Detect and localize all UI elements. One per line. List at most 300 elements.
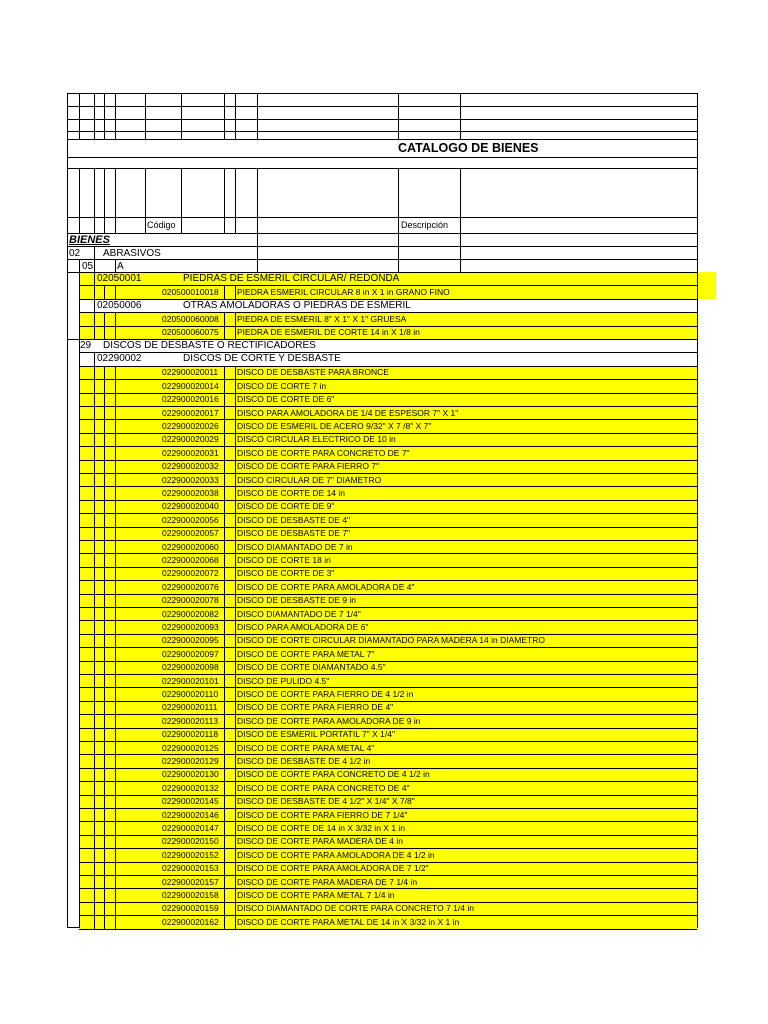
grid-line bbox=[67, 93, 68, 928]
grid-line bbox=[115, 527, 116, 540]
grid-line bbox=[460, 93, 461, 139]
item-description: PIEDRA ESMERIL CIRCULAR 8 in X 1 in GRANO FINO bbox=[237, 286, 450, 297]
grid-line bbox=[104, 634, 105, 647]
grid-line bbox=[224, 527, 225, 540]
grid-line bbox=[235, 527, 236, 540]
grid-line bbox=[67, 168, 698, 169]
grid-line bbox=[94, 594, 95, 607]
grid-line bbox=[67, 259, 698, 260]
grid-line bbox=[235, 848, 236, 861]
level1b-name: DISCOS DE DESBASTE O RECTIFICADORES bbox=[103, 340, 316, 351]
item-description: DISCO DE CORTE PARA AMOLADORA DE 7 1/2" bbox=[237, 863, 429, 874]
grid-line bbox=[224, 473, 225, 486]
item-code: 022900020057 bbox=[162, 528, 219, 539]
grid-line bbox=[94, 312, 95, 325]
item-description: DISCO PARA AMOLADORA DE 1/4 DE ESPESOR 7" X 1" bbox=[237, 407, 459, 418]
grid-line bbox=[94, 580, 95, 593]
grid-line bbox=[224, 419, 225, 432]
grid-line bbox=[104, 553, 105, 566]
grid-line bbox=[115, 553, 116, 566]
item-code: 022900020093 bbox=[162, 621, 219, 632]
grid-line bbox=[235, 902, 236, 915]
grid-line bbox=[115, 473, 116, 486]
grid-line bbox=[115, 500, 116, 513]
grid-line bbox=[115, 634, 116, 647]
item-description: DISCO DE CORTE PARA METAL 7 1/4 in bbox=[237, 889, 395, 900]
grid-line bbox=[67, 139, 698, 140]
grid-line bbox=[224, 567, 225, 580]
grid-line bbox=[115, 741, 116, 754]
grid-line bbox=[94, 419, 95, 432]
grid-line bbox=[224, 607, 225, 620]
item-description: DISCO DIAMANTADO DE CORTE PARA CONCRETO 7 1/4 in bbox=[237, 903, 474, 914]
item-description: DISCO CIRCULAR DE 7" DIAMETRO bbox=[237, 474, 382, 485]
grid-line bbox=[104, 460, 105, 473]
grid-line bbox=[94, 674, 95, 687]
item-description: DISCO DE DESBASTE DE 7" bbox=[237, 528, 351, 539]
item-description: DISCO PARA AMOLADORA DE 6" bbox=[237, 621, 369, 632]
item-code: 022900020118 bbox=[162, 729, 219, 740]
grid-line bbox=[104, 446, 105, 459]
grid-line bbox=[104, 312, 105, 325]
item-description: DISCO DE CORTE CIRCULAR DIAMANTADO PARA MADERA 14 in DIAMETRO bbox=[237, 635, 545, 646]
grid-line bbox=[235, 312, 236, 325]
grid-line bbox=[94, 754, 95, 767]
grid-line bbox=[115, 754, 116, 767]
group-name: OTRAS AMOLADORAS O PIEDRAS DE ESMERIL bbox=[183, 299, 411, 311]
item-code: 022900020026 bbox=[162, 420, 219, 431]
grid-line bbox=[235, 486, 236, 499]
group-code: 02050001 bbox=[97, 273, 142, 284]
grid-line bbox=[94, 808, 95, 821]
grid-line bbox=[235, 888, 236, 901]
grid-line bbox=[79, 607, 697, 608]
grid-line bbox=[67, 217, 698, 218]
grid-line bbox=[104, 875, 105, 888]
grid-line bbox=[235, 862, 236, 875]
grid-line bbox=[235, 406, 236, 419]
grid-line bbox=[235, 728, 236, 741]
item-description: DISCO DE DESBASTE DE 4 1/2 in bbox=[237, 755, 371, 766]
grid-line bbox=[115, 93, 116, 139]
grid-line bbox=[257, 233, 258, 246]
item-code: 022900020060 bbox=[162, 541, 219, 552]
grid-line bbox=[79, 741, 697, 742]
item-code: 022900020101 bbox=[162, 675, 219, 686]
grid-line bbox=[94, 741, 95, 754]
grid-line bbox=[115, 875, 116, 888]
grid-line bbox=[235, 701, 236, 714]
grid-line bbox=[697, 93, 698, 928]
grid-line bbox=[235, 661, 236, 674]
grid-line bbox=[67, 106, 698, 107]
group-name: PIEDRAS DE ESMERIL CIRCULAR/ REDONDA bbox=[183, 273, 400, 284]
group-code: 02050006 bbox=[97, 299, 142, 311]
item-description: DISCO DE CORTE DE 14 in X 3/32 in X 1 in bbox=[237, 822, 406, 833]
grid-line bbox=[235, 540, 236, 553]
grid-line bbox=[224, 875, 225, 888]
grid-line bbox=[257, 93, 258, 139]
item-code: 022900020159 bbox=[162, 903, 219, 914]
item-code: 020500060008 bbox=[162, 313, 219, 324]
grid-line bbox=[104, 808, 105, 821]
item-description: DISCO DE CORTE DE 14 in bbox=[237, 487, 346, 498]
item-description: DISCO DE CORTE 18 in bbox=[237, 554, 331, 565]
grid-line bbox=[115, 460, 116, 473]
grid-line bbox=[94, 379, 95, 392]
grid-line bbox=[94, 607, 95, 620]
grid-line bbox=[235, 473, 236, 486]
item-code: 022900020017 bbox=[162, 407, 219, 418]
grid-line bbox=[224, 433, 225, 446]
level2-code: 05 bbox=[82, 261, 94, 272]
code-column-header: Código bbox=[147, 220, 176, 230]
grid-line bbox=[94, 366, 95, 379]
grid-line bbox=[79, 875, 697, 876]
item-code: 022900020111 bbox=[162, 702, 218, 713]
grid-line bbox=[67, 246, 698, 247]
page-title: CATALOGO DE BIENES bbox=[398, 141, 539, 155]
grid-line bbox=[104, 714, 105, 727]
grid-line bbox=[94, 862, 95, 875]
group-name: DISCOS DE CORTE Y DESBASTE bbox=[183, 353, 341, 365]
grid-line bbox=[67, 233, 698, 234]
grid-line bbox=[115, 406, 116, 419]
item-code: 022900020145 bbox=[162, 796, 219, 807]
item-description: DISCO DE CORTE PARA METAL 7" bbox=[237, 648, 375, 659]
grid-line bbox=[94, 620, 95, 633]
grid-line bbox=[235, 419, 236, 432]
grid-line bbox=[235, 781, 236, 794]
item-description: DISCO DE ESMERIL DE ACERO 9/32" X 7 /8" X 7" bbox=[237, 420, 432, 431]
grid-line bbox=[104, 540, 105, 553]
item-code: 022900020113 bbox=[162, 715, 219, 726]
grid-line bbox=[104, 326, 105, 339]
grid-line bbox=[224, 285, 225, 298]
grid-line bbox=[104, 848, 105, 861]
grid-line bbox=[224, 768, 225, 781]
grid-line bbox=[224, 326, 225, 339]
grid-line bbox=[79, 473, 697, 474]
item-code: 022900020095 bbox=[162, 635, 219, 646]
grid-line bbox=[145, 168, 146, 233]
item-code: 022900020130 bbox=[162, 769, 219, 780]
grid-line bbox=[235, 714, 236, 727]
grid-line bbox=[235, 634, 236, 647]
grid-line bbox=[94, 500, 95, 513]
item-code: 020500060075 bbox=[162, 327, 219, 338]
grid-line bbox=[104, 647, 105, 660]
item-code: 022900020032 bbox=[162, 461, 219, 472]
grid-line bbox=[235, 326, 236, 339]
grid-line bbox=[115, 701, 116, 714]
item-code: 022900020068 bbox=[162, 554, 219, 565]
level2-letter: A bbox=[117, 261, 124, 272]
grid-line bbox=[104, 620, 105, 633]
grid-line bbox=[115, 326, 116, 339]
grid-line bbox=[224, 500, 225, 513]
grid-line bbox=[235, 795, 236, 808]
grid-line bbox=[79, 352, 697, 353]
grid-line bbox=[104, 567, 105, 580]
grid-line bbox=[235, 393, 236, 406]
grid-line bbox=[235, 500, 236, 513]
grid-line bbox=[104, 607, 105, 620]
grid-line bbox=[235, 620, 236, 633]
grid-line bbox=[94, 433, 95, 446]
grid-line bbox=[224, 728, 225, 741]
grid-line bbox=[115, 714, 116, 727]
grid-line bbox=[104, 902, 105, 915]
grid-line bbox=[235, 567, 236, 580]
grid-line bbox=[94, 527, 95, 540]
grid-line bbox=[104, 406, 105, 419]
grid-line bbox=[115, 915, 116, 928]
grid-line bbox=[104, 379, 105, 392]
grid-line bbox=[398, 93, 399, 139]
grid-line bbox=[235, 647, 236, 660]
item-code: 022900020098 bbox=[162, 662, 219, 673]
item-description: DISCO DE CORTE PARA MADERA DE 4 in bbox=[237, 836, 403, 847]
item-code: 022900020033 bbox=[162, 474, 219, 485]
grid-line bbox=[94, 460, 95, 473]
grid-line bbox=[104, 674, 105, 687]
grid-line bbox=[224, 915, 225, 928]
grid-line bbox=[94, 888, 95, 901]
grid-line bbox=[224, 848, 225, 861]
grid-line bbox=[235, 754, 236, 767]
grid-line bbox=[115, 902, 116, 915]
grid-line bbox=[79, 929, 697, 930]
grid-line bbox=[94, 728, 95, 741]
item-description: DISCO DE DESBASTE PARA BRONCE bbox=[237, 367, 389, 378]
grid-line bbox=[94, 821, 95, 834]
grid-line bbox=[224, 379, 225, 392]
grid-line bbox=[104, 419, 105, 432]
grid-line bbox=[104, 473, 105, 486]
grid-line bbox=[224, 754, 225, 767]
grid-line bbox=[235, 553, 236, 566]
grid-line bbox=[104, 687, 105, 700]
grid-line bbox=[104, 433, 105, 446]
grid-line bbox=[398, 168, 399, 233]
grid-line bbox=[115, 607, 116, 620]
grid-line bbox=[224, 93, 225, 139]
grid-line bbox=[94, 393, 95, 406]
item-description: DISCO DE CORTE PARA FIERRO DE 4 1/2 in bbox=[237, 688, 414, 699]
item-code: 022900020125 bbox=[162, 742, 219, 753]
grid-line bbox=[115, 862, 116, 875]
grid-line bbox=[224, 902, 225, 915]
grid-line bbox=[235, 594, 236, 607]
item-code: 022900020129 bbox=[162, 755, 219, 766]
item-code: 022900020146 bbox=[162, 809, 219, 820]
grid-line bbox=[115, 312, 116, 325]
item-code: 022900020152 bbox=[162, 849, 219, 860]
grid-line bbox=[94, 701, 95, 714]
grid-line bbox=[115, 594, 116, 607]
grid-line bbox=[224, 460, 225, 473]
grid-line bbox=[104, 594, 105, 607]
item-code: 022900020056 bbox=[162, 514, 219, 525]
grid-line bbox=[115, 661, 116, 674]
item-description: DISCO CIRCULAR ELECTRICO DE 10 in bbox=[237, 434, 396, 445]
grid-line bbox=[224, 795, 225, 808]
grid-line bbox=[104, 93, 105, 139]
grid-line bbox=[94, 634, 95, 647]
item-code: 022900020153 bbox=[162, 863, 219, 874]
grid-line bbox=[224, 634, 225, 647]
grid-line bbox=[224, 674, 225, 687]
item-code: 022900020011 bbox=[162, 367, 219, 378]
grid-line bbox=[115, 888, 116, 901]
grid-line bbox=[224, 594, 225, 607]
grid-line bbox=[224, 821, 225, 834]
grid-line bbox=[224, 366, 225, 379]
grid-line bbox=[224, 620, 225, 633]
item-description: DISCO DE CORTE PARA AMOLADORA DE 9 in bbox=[237, 715, 421, 726]
item-code: 022900020029 bbox=[162, 434, 219, 445]
item-code: 022900020038 bbox=[162, 487, 219, 498]
grid-line bbox=[235, 433, 236, 446]
grid-line bbox=[115, 366, 116, 379]
item-code: 022900020072 bbox=[162, 568, 219, 579]
grid-line bbox=[94, 902, 95, 915]
item-code: 022900020147 bbox=[162, 822, 219, 833]
grid-line bbox=[94, 553, 95, 566]
item-description: DISCO DE PULIDO 4.5" bbox=[237, 675, 330, 686]
item-code: 022900020040 bbox=[162, 501, 219, 512]
item-code: 022900020132 bbox=[162, 782, 219, 793]
grid-line bbox=[79, 808, 697, 809]
grid-line bbox=[104, 701, 105, 714]
grid-line bbox=[235, 379, 236, 392]
grid-line bbox=[104, 366, 105, 379]
grid-line bbox=[94, 875, 95, 888]
grid-line bbox=[94, 768, 95, 781]
item-description: DISCO DE CORTE 7 in bbox=[237, 380, 327, 391]
grid-line bbox=[115, 168, 116, 233]
grid-line bbox=[94, 246, 95, 272]
grid-line bbox=[224, 862, 225, 875]
item-description: DISCO DIAMANTADO DE 7 in bbox=[237, 541, 353, 552]
item-description: DISCO DIAMANTADO DE 7 1/4" bbox=[237, 608, 361, 619]
grid-line bbox=[115, 848, 116, 861]
grid-line bbox=[94, 513, 95, 526]
item-code: 022900020076 bbox=[162, 581, 219, 592]
item-description: DISCO DE CORTE PARA FIERRO 7" bbox=[237, 461, 380, 472]
grid-line bbox=[104, 168, 105, 233]
item-description: DISCO DE CORTE PARA CONCRETO DE 4 1/2 in bbox=[237, 769, 430, 780]
item-code: 022900020014 bbox=[162, 380, 219, 391]
grid-line bbox=[235, 687, 236, 700]
grid-line bbox=[115, 808, 116, 821]
grid-line bbox=[115, 540, 116, 553]
grid-line bbox=[115, 781, 116, 794]
grid-line bbox=[104, 754, 105, 767]
grid-line bbox=[94, 285, 95, 298]
grid-line bbox=[67, 119, 698, 120]
grid-line bbox=[115, 393, 116, 406]
grid-line bbox=[104, 862, 105, 875]
grid-line bbox=[224, 446, 225, 459]
grid-line bbox=[104, 285, 105, 298]
grid-line bbox=[235, 808, 236, 821]
grid-line bbox=[224, 580, 225, 593]
highlight-marker bbox=[698, 272, 716, 299]
grid-line bbox=[94, 848, 95, 861]
grid-line bbox=[104, 781, 105, 794]
item-description: DISCO DE CORTE PARA MADERA DE 7 1/4 in bbox=[237, 876, 418, 887]
grid-line bbox=[104, 728, 105, 741]
item-code: 022900020097 bbox=[162, 648, 219, 659]
grid-line bbox=[115, 513, 116, 526]
grid-line bbox=[181, 93, 182, 139]
grid-line bbox=[104, 741, 105, 754]
grid-line bbox=[104, 795, 105, 808]
item-code: 022900020082 bbox=[162, 608, 219, 619]
grid-line bbox=[94, 687, 95, 700]
grid-line bbox=[398, 246, 399, 272]
grid-line bbox=[104, 888, 105, 901]
item-code: 020500010018 bbox=[162, 286, 219, 297]
grid-line bbox=[115, 687, 116, 700]
grid-line bbox=[94, 714, 95, 727]
grid-line bbox=[104, 835, 105, 848]
section-label: BIENES bbox=[69, 234, 110, 246]
grid-line bbox=[224, 647, 225, 660]
grid-line bbox=[115, 486, 116, 499]
grid-line bbox=[94, 272, 95, 285]
grid-line bbox=[224, 888, 225, 901]
grid-line bbox=[235, 821, 236, 834]
grid-line bbox=[115, 419, 116, 432]
grid-line bbox=[115, 795, 116, 808]
grid-line bbox=[115, 379, 116, 392]
grid-line bbox=[460, 233, 461, 246]
item-description: DISCO DE ESMERIL PORTATIL 7" X 1/4" bbox=[237, 729, 395, 740]
item-description: DISCO DE CORTE DIAMANTADO 4.5" bbox=[237, 662, 386, 673]
grid-line bbox=[235, 875, 236, 888]
grid-line bbox=[79, 406, 697, 407]
item-description: DISCO DE DESBASTE DE 4 1/2" X 1/4" X 7/8" bbox=[237, 796, 415, 807]
grid-line bbox=[235, 580, 236, 593]
grid-line bbox=[398, 233, 399, 246]
item-code: 022900020031 bbox=[162, 447, 219, 458]
grid-line bbox=[94, 93, 95, 139]
grid-line bbox=[115, 259, 116, 272]
grid-line bbox=[94, 647, 95, 660]
item-description: DISCO DE CORTE DE 6" bbox=[237, 394, 335, 405]
grid-line bbox=[224, 687, 225, 700]
grid-line bbox=[224, 661, 225, 674]
grid-line bbox=[235, 741, 236, 754]
grid-line bbox=[224, 701, 225, 714]
item-description: DISCO DE CORTE PARA AMOLADORA DE 4 1/2 in bbox=[237, 849, 435, 860]
item-description: DISCO DE DESBASTE DE 9 in bbox=[237, 595, 357, 606]
grid-line bbox=[460, 168, 461, 233]
grid-line bbox=[235, 607, 236, 620]
grid-line bbox=[104, 915, 105, 928]
grid-line bbox=[115, 728, 116, 741]
description-column-header: Descripción bbox=[401, 220, 449, 230]
grid-line bbox=[104, 513, 105, 526]
grid-line bbox=[115, 580, 116, 593]
grid-line bbox=[115, 674, 116, 687]
item-description: DISCO DE CORTE DE 3" bbox=[237, 568, 335, 579]
grid-line bbox=[235, 93, 236, 139]
grid-line bbox=[94, 326, 95, 339]
